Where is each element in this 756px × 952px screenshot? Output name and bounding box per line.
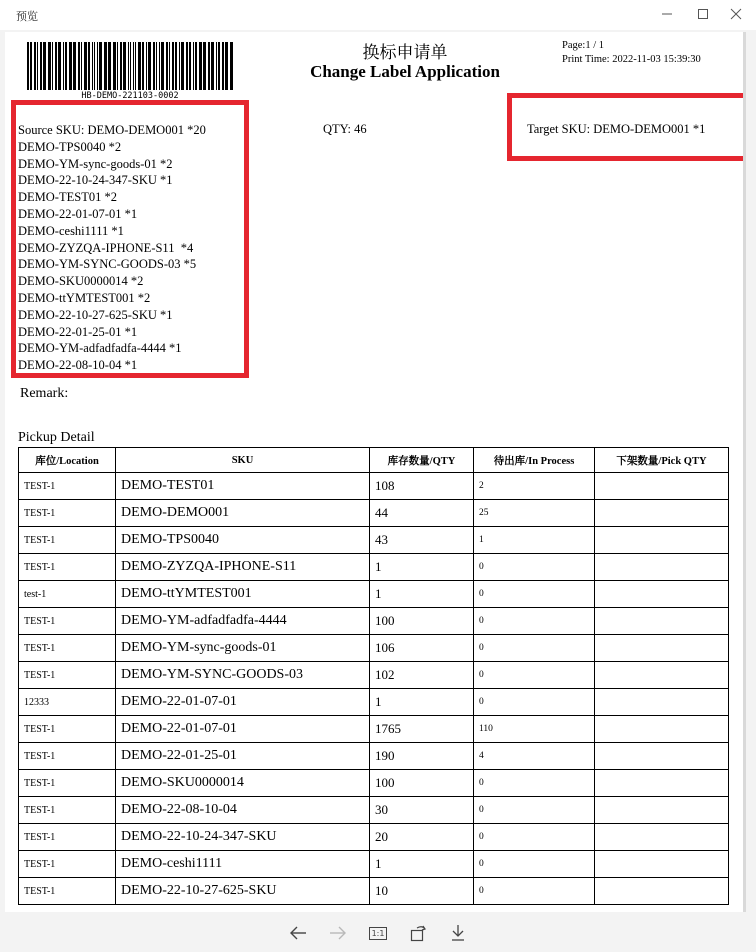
- preview-toolbar: [0, 914, 756, 952]
- table-row: [19, 716, 729, 743]
- in-process-cell: 0: [474, 608, 595, 635]
- pick-qty-cell: [595, 500, 729, 527]
- column-header: 待出库/In Process: [474, 448, 595, 473]
- pick-qty-cell: [595, 635, 729, 662]
- location-cell: TEST-1: [19, 878, 116, 905]
- in-process-cell: 0: [474, 581, 595, 608]
- barcode-bar: [130, 42, 131, 90]
- table-row: [19, 878, 729, 905]
- barcode-bar: [58, 42, 61, 90]
- column-header: 库存数量/QTY: [370, 448, 474, 473]
- table-row: [19, 689, 729, 716]
- qty-cell: 102: [370, 662, 474, 689]
- barcode-bar: [48, 42, 51, 90]
- in-process-cell: 25: [474, 500, 595, 527]
- barcode-bar: [135, 42, 136, 90]
- sku-cell: DEMO-22-01-07-01: [116, 689, 370, 716]
- source-sku-line: DEMO-YM-SYNC-GOODS-03 *5: [18, 257, 197, 272]
- barcode-bar: [65, 42, 67, 90]
- rotate-button[interactable]: [407, 922, 429, 944]
- source-sku-line: DEMO-SKU0000014 *2: [18, 274, 144, 289]
- actual-size-button[interactable]: [367, 922, 389, 944]
- barcode-bar: [97, 42, 98, 90]
- barcode-bar: [40, 42, 42, 90]
- in-process-cell: 110: [474, 716, 595, 743]
- pick-qty-cell: [595, 716, 729, 743]
- sku-cell: DEMO-TPS0040: [116, 527, 370, 554]
- close-button[interactable]: [716, 0, 756, 28]
- table-row: [19, 824, 729, 851]
- barcode-bar: [78, 42, 80, 90]
- table-row: [19, 581, 729, 608]
- pick-qty-cell: [595, 473, 729, 500]
- location-cell: TEST-1: [19, 662, 116, 689]
- previous-page-button[interactable]: [287, 922, 309, 944]
- qty-cell: 10: [370, 878, 474, 905]
- source-sku-line: DEMO-YM-adfadfadfa-4444 *1: [18, 341, 182, 356]
- barcode-bar: [169, 42, 170, 90]
- total-qty: QTY: 46: [323, 122, 367, 136]
- barcode-bar: [153, 42, 155, 90]
- pick-qty-cell: [595, 797, 729, 824]
- qty-cell: 44: [370, 500, 474, 527]
- pick-qty-cell: [595, 878, 729, 905]
- rotate-icon: [409, 924, 427, 942]
- source-sku-line: DEMO-22-08-10-04 *1: [18, 358, 138, 373]
- location-cell: TEST-1: [19, 851, 116, 878]
- barcode-bar: [92, 42, 93, 90]
- pick-qty-cell: [595, 527, 729, 554]
- qty-cell: 100: [370, 770, 474, 797]
- table-row: [19, 770, 729, 797]
- qty-cell: 1765: [370, 716, 474, 743]
- sku-cell: DEMO-22-10-27-625-SKU: [116, 878, 370, 905]
- pick-qty-cell: [595, 554, 729, 581]
- barcode-bar: [203, 42, 206, 90]
- column-header: SKU: [116, 448, 370, 473]
- source-sku-line: DEMO-ceshi1111 *1: [18, 223, 124, 238]
- in-process-cell: 2: [474, 473, 595, 500]
- qty-cell: 106: [370, 635, 474, 662]
- barcode-bar: [117, 42, 118, 90]
- table-row: [19, 662, 729, 689]
- location-cell: TEST-1: [19, 473, 116, 500]
- location-cell: TEST-1: [19, 743, 116, 770]
- minimize-icon: [661, 8, 673, 20]
- in-process-cell: 0: [474, 689, 595, 716]
- source-sku-line: DEMO-ttYMTEST001 *2: [18, 290, 151, 305]
- sku-cell: DEMO-ceshi1111: [116, 851, 370, 878]
- pick-qty-cell: [595, 608, 729, 635]
- sku-cell: DEMO-ZYZQA-IPHONE-S11: [116, 554, 370, 581]
- download-icon: [450, 924, 466, 942]
- barcode-bar: [94, 42, 95, 90]
- document-viewport[interactable]: [5, 32, 744, 912]
- table-row: [19, 635, 729, 662]
- barcode-bar: [186, 42, 188, 90]
- table-body: [19, 473, 729, 905]
- barcode-bar: [148, 42, 151, 90]
- sku-cell: DEMO-TEST01: [116, 473, 370, 500]
- document-page: [5, 32, 744, 912]
- barcode-bar: [189, 42, 191, 90]
- qty-cell: 30: [370, 797, 474, 824]
- barcode-bar: [161, 42, 164, 90]
- vertical-scrollbar[interactable]: [743, 32, 746, 912]
- document-title-cn: 换标申请单: [362, 43, 448, 63]
- page-number: Page:1 / 1: [562, 40, 604, 51]
- remark-label: Remark:: [20, 386, 69, 401]
- window-title: 预览: [16, 10, 38, 23]
- column-header: 下架数量/Pick QTY: [595, 448, 729, 473]
- in-process-cell: 4: [474, 743, 595, 770]
- barcode-bar: [146, 42, 147, 90]
- pickup-detail-title: Pickup Detail: [18, 430, 95, 445]
- barcode-bar: [222, 42, 224, 90]
- barcode-bar: [175, 42, 177, 90]
- barcode-bar: [208, 42, 210, 90]
- sku-cell: DEMO-22-01-25-01: [116, 743, 370, 770]
- barcode-bar: [99, 42, 102, 90]
- barcode-bar: [37, 42, 38, 90]
- download-button[interactable]: [447, 922, 469, 944]
- table-row: [19, 554, 729, 581]
- barcode-bar: [88, 42, 90, 90]
- target-highlight-box: [507, 93, 744, 161]
- barcode-bar: [63, 42, 64, 90]
- pick-qty-cell: [595, 662, 729, 689]
- pick-qty-cell: [595, 689, 729, 716]
- maximize-icon: [697, 8, 709, 20]
- pick-qty-cell: [595, 851, 729, 878]
- sku-cell: DEMO-22-08-10-04: [116, 797, 370, 824]
- barcode-bar: [211, 42, 214, 90]
- pickup-detail-table: [18, 447, 729, 905]
- table-header-row: [19, 448, 729, 473]
- barcode-bar: [108, 42, 111, 90]
- barcode-bar: [27, 42, 29, 90]
- barcode-bar: [181, 42, 184, 90]
- target-sku: Target SKU: DEMO-DEMO001 *1: [527, 122, 706, 136]
- sku-cell: DEMO-DEMO001: [116, 500, 370, 527]
- source-sku-line: DEMO-22-10-24-347-SKU *1: [18, 173, 173, 188]
- barcode-bar: [30, 42, 32, 90]
- location-cell: 12333: [19, 689, 116, 716]
- barcode-bar: [133, 42, 134, 90]
- location-cell: TEST-1: [19, 500, 116, 527]
- qty-cell: 1: [370, 581, 474, 608]
- table-row: [19, 608, 729, 635]
- title-bar: [0, 0, 756, 30]
- sku-cell: DEMO-22-01-07-01: [116, 716, 370, 743]
- location-cell: TEST-1: [19, 608, 116, 635]
- location-cell: TEST-1: [19, 554, 116, 581]
- table-row: [19, 743, 729, 770]
- pick-qty-cell: [595, 824, 729, 851]
- barcode-bar: [199, 42, 202, 90]
- barcode-bar: [113, 42, 116, 90]
- barcode-bar: [128, 42, 129, 90]
- in-process-cell: 0: [474, 554, 595, 581]
- sku-cell: DEMO-22-10-24-347-SKU: [116, 824, 370, 851]
- in-process-cell: 0: [474, 797, 595, 824]
- barcode-bar: [69, 42, 72, 90]
- sku-cell: DEMO-YM-sync-goods-01: [116, 635, 370, 662]
- barcode: [25, 42, 235, 90]
- barcode-bar: [55, 42, 57, 90]
- qty-cell: 1: [370, 554, 474, 581]
- page-info: [562, 39, 701, 67]
- close-icon: [730, 8, 742, 20]
- qty-cell: 1: [370, 851, 474, 878]
- barcode-bar: [138, 42, 141, 90]
- in-process-cell: 0: [474, 824, 595, 851]
- barcode-bar: [159, 42, 160, 90]
- source-sku-header: Source SKU: DEMO-DEMO001 *20: [18, 123, 206, 137]
- location-cell: TEST-1: [19, 797, 116, 824]
- qty-cell: 43: [370, 527, 474, 554]
- actual-size-label: 1:1: [369, 927, 388, 940]
- print-time: Print Time: 2022-11-03 15:39:30: [562, 54, 701, 65]
- table-row: [19, 473, 729, 500]
- in-process-cell: 0: [474, 770, 595, 797]
- arrow-left-icon: [289, 926, 307, 940]
- source-highlight-box: [11, 100, 249, 378]
- sku-cell: DEMO-YM-adfadfadfa-4444: [116, 608, 370, 635]
- barcode-bar: [73, 42, 76, 90]
- pick-qty-cell: [595, 770, 729, 797]
- barcode-bar: [81, 42, 82, 90]
- table-row: [19, 797, 729, 824]
- barcode-bar: [34, 42, 36, 90]
- in-process-cell: 0: [474, 635, 595, 662]
- sku-cell: DEMO-YM-SYNC-GOODS-03: [116, 662, 370, 689]
- barcode-bar: [179, 42, 180, 90]
- location-cell: TEST-1: [19, 716, 116, 743]
- column-header: 库位/Location: [19, 448, 116, 473]
- location-cell: TEST-1: [19, 770, 116, 797]
- source-sku-line: DEMO-TEST01 *2: [18, 190, 117, 205]
- source-sku-line: DEMO-TPS0040 *2: [18, 139, 122, 154]
- barcode-bar: [43, 42, 46, 90]
- barcode-bar: [84, 42, 87, 90]
- qty-cell: 1: [370, 689, 474, 716]
- barcode-bar: [123, 42, 126, 90]
- in-process-cell: 0: [474, 878, 595, 905]
- barcode-bar: [218, 42, 220, 90]
- pick-qty-cell: [595, 743, 729, 770]
- barcode-bar: [230, 42, 233, 90]
- in-process-cell: 0: [474, 851, 595, 878]
- next-page-button[interactable]: [327, 922, 349, 944]
- barcode-bar: [193, 42, 194, 90]
- source-sku-line: DEMO-ZYZQA-IPHONE-S11 *4: [18, 240, 194, 255]
- table-row: [19, 527, 729, 554]
- sku-cell: DEMO-SKU0000014: [116, 770, 370, 797]
- source-sku-line: DEMO-YM-sync-goods-01 *2: [18, 156, 173, 171]
- location-cell: TEST-1: [19, 824, 116, 851]
- location-cell: test-1: [19, 581, 116, 608]
- location-cell: TEST-1: [19, 635, 116, 662]
- in-process-cell: 0: [474, 662, 595, 689]
- barcode-bar: [52, 42, 53, 90]
- source-sku-line: DEMO-22-01-25-01 *1: [18, 324, 138, 339]
- location-cell: TEST-1: [19, 527, 116, 554]
- barcode-bar: [120, 42, 122, 90]
- barcode-bar: [195, 42, 197, 90]
- qty-cell: 108: [370, 473, 474, 500]
- table-row: [19, 500, 729, 527]
- qty-cell: 20: [370, 824, 474, 851]
- qty-cell: 190: [370, 743, 474, 770]
- barcode-bar: [104, 42, 107, 90]
- document-title-en: Change Label Application: [310, 62, 500, 81]
- pick-qty-cell: [595, 581, 729, 608]
- table-row: [19, 851, 729, 878]
- source-sku-line: DEMO-22-01-07-01 *1: [18, 206, 138, 221]
- qty-cell: 100: [370, 608, 474, 635]
- barcode-bar: [172, 42, 174, 90]
- barcode-bar: [166, 42, 168, 90]
- barcode-bar: [216, 42, 217, 90]
- arrow-right-icon: [329, 926, 347, 940]
- sku-cell: DEMO-ttYMTEST001: [116, 581, 370, 608]
- barcode-bar: [156, 42, 157, 90]
- minimize-button[interactable]: [647, 0, 687, 28]
- source-sku-line: DEMO-22-10-27-625-SKU *1: [18, 307, 173, 322]
- barcode-bar: [142, 42, 144, 90]
- in-process-cell: 1: [474, 527, 595, 554]
- barcode-text: HB-DEMO-221103-0002: [81, 91, 179, 101]
- barcode-bar: [225, 42, 228, 90]
